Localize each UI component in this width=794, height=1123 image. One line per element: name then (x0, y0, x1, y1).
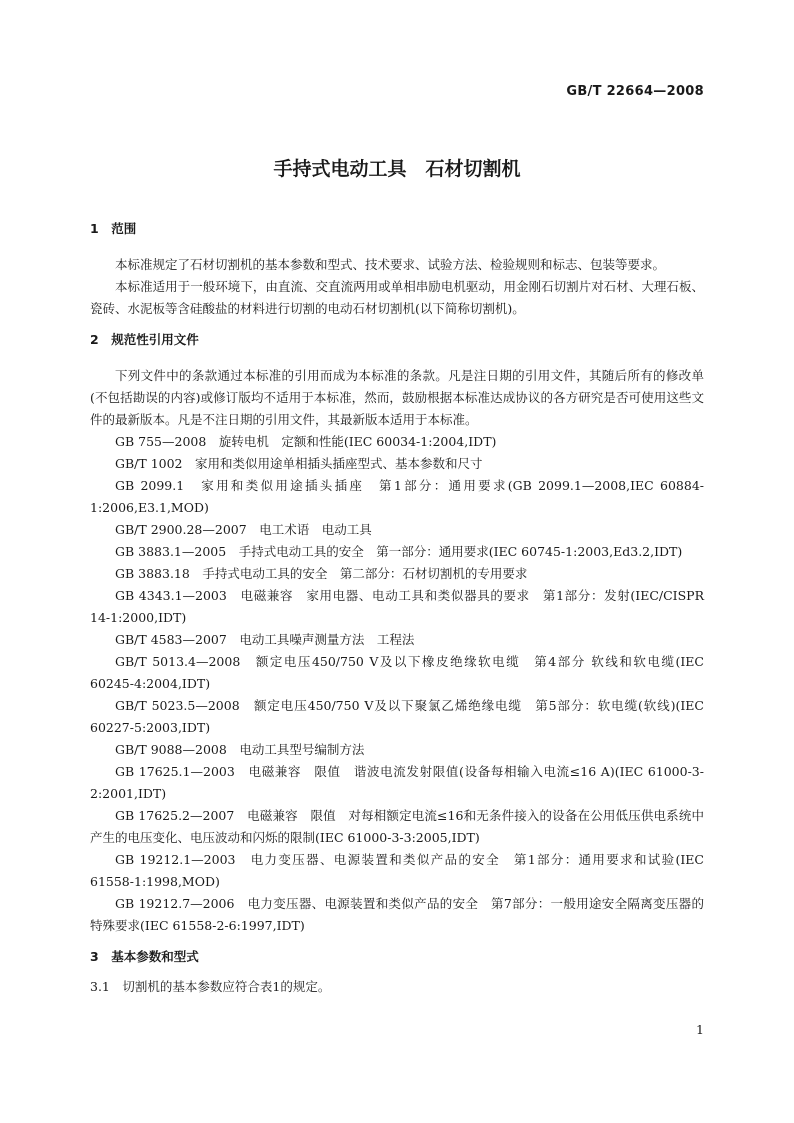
reference-item: GB 4343.1—2003 电磁兼容 家用电器、电动工具和类似器具的要求 第1部分：发射(IEC/CISPR 14-1:2000,IDT) (90, 588, 708, 625)
reference-item: GB/T 9088—2008 电动工具型号编制方法 (115, 742, 365, 757)
reference-item: GB 3883.18 手持式电动工具的安全 第二部分：石材切割机的专用要求 (115, 566, 528, 581)
reference-item: GB 19212.7—2006 电力变压器、电源装置和类似产品的安全 第7部分：一般用途安全隔离变压器的特殊要求(IEC 61558-2-6:1997,IDT) (90, 896, 704, 933)
reference-item: GB/T 2900.28—2007 电工术语 电动工具 (115, 522, 372, 537)
reference-item: GB 17625.2—2007 电磁兼容 限值 对每相额定电流≤16和无条件接入的设备在公用低压供电系统中产生的电压变化、电压波动和闪烁的限制(IEC 61000-3-3:2005,IDT) (90, 808, 704, 845)
document-title: 手持式电动工具 石材切割机 (273, 158, 521, 180)
reference-list (90, 431, 708, 937)
reference-item: GB 17625.1—2003 电磁兼容 限值 谐波电流发射限值(设备每相输入电流≤16 A)(IEC 61000-3-2:2001,IDT) (90, 764, 704, 801)
reference-item: GB/T 5013.4—2008 额定电压450/750 V及以下橡皮绝缘软电缆 第4部分 软线和软电缆(IEC 60245-4:2004,IDT) (90, 654, 708, 691)
page-number: 1 (696, 1022, 704, 1037)
paragraph: 本标准适用于一般环境下，由直流、交直流两用或单相串励电机驱动，用金刚石切割片对石材、大理石板、瓷砖、水泥板等含硅酸盐的材料进行切割的电动石材切割机(以下简称切割机)。 (90, 279, 704, 316)
reference-item: GB/T 1002 家用和类似用途单相插头插座型式、基本参数和尺寸 (115, 456, 483, 471)
section-heading: 2 规范性引用文件 (90, 332, 199, 347)
section-heading: 3 基本参数和型式 (90, 949, 199, 964)
reference-item: GB/T 5023.5—2008 额定电压450/750 V及以下聚氯乙烯绝缘电缆 第5部分：软电缆(软线)(IEC 60227-5:2003,IDT) (90, 698, 708, 735)
clause-3-1: 3.1 切割机的基本参数应符合表1的规定。 (90, 979, 331, 994)
paragraph: 下列文件中的条款通过本标准的引用而成为本标准的条款。凡是注日期的引用文件，其随后所有的修改单(不包括勘误的内容)或修订版均不适用于本标准，然而，鼓励根据本标准达成协议的各方研究是否可使用这些文件的最新版本。凡是不注日期的引用文件，其最新版本适用于本标准。 (90, 368, 704, 427)
section-heading: 1 范围 (90, 221, 137, 236)
document-body (90, 218, 708, 998)
paragraph: 本标准规定了石材切割机的基本参数和型式、技术要求、试验方法、检验规则和标志、包装等要求。 (115, 257, 666, 272)
standard-code: GB/T 22664—2008 (566, 84, 704, 99)
reference-item: GB 19212.1—2003 电力变压器、电源装置和类似产品的安全 第1部分：通用要求和试验(IEC 61558-1:1998,MOD) (90, 852, 708, 889)
reference-item: GB 2099.1 家用和类似用途插头插座 第1部分：通用要求(GB 2099.1—2008,IEC 60884-1:2006,E3.1,MOD) (90, 478, 704, 515)
reference-item: GB 755—2008 旋转电机 定额和性能(IEC 60034-1:2004,IDT) (115, 434, 497, 449)
section-scope (90, 218, 704, 320)
section-basic-parameters (90, 946, 704, 998)
reference-item: GB/T 4583—2007 电动工具噪声测量方法 工程法 (115, 632, 415, 647)
reference-item: GB 3883.1—2005 手持式电动工具的安全 第一部分：通用要求(IEC 60745-1:2003,Ed3.2,IDT) (115, 544, 683, 559)
section-normative-references (90, 329, 708, 937)
